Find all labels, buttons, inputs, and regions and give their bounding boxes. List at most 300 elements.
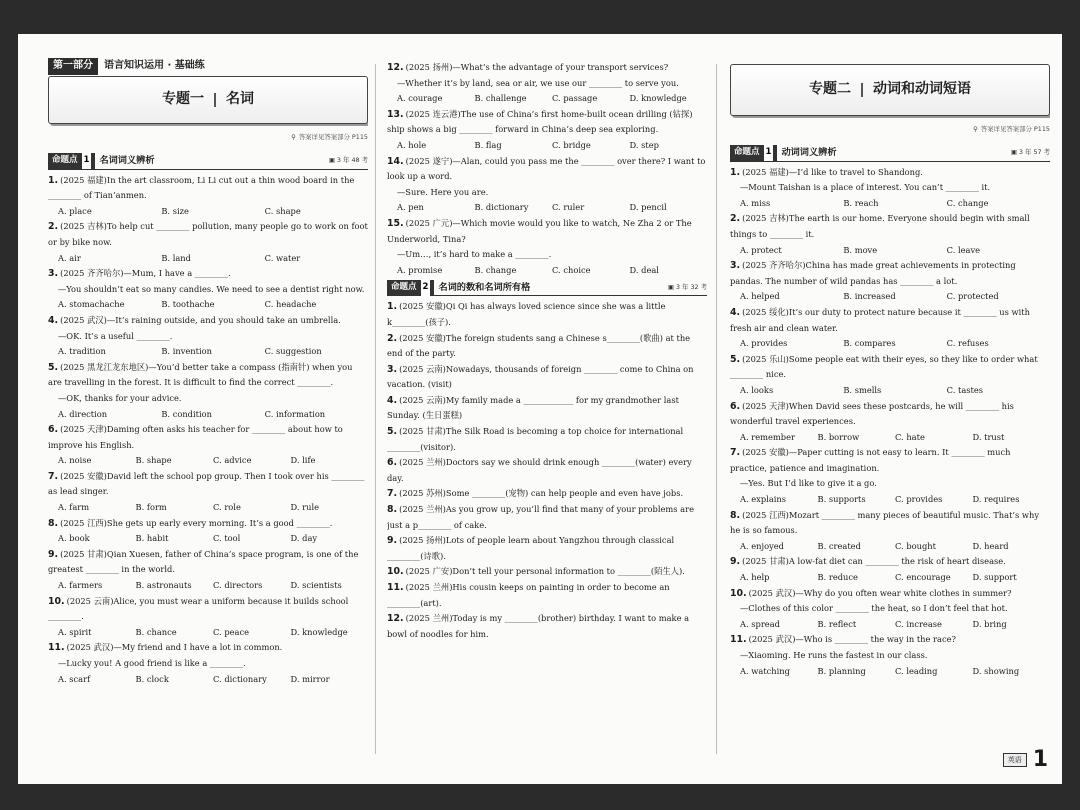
answer-option[interactable]: A. protect [740,244,782,255]
answer-option[interactable]: D. life [290,455,316,466]
middle-column [387,60,707,774]
answer-option[interactable]: B. condition [161,408,212,419]
question-item [730,399,1050,446]
option-row [730,336,1050,352]
question-item [387,60,707,107]
answer-option[interactable]: B. reach [843,197,879,208]
answer-option[interactable]: C. tool [213,533,241,544]
question-stem [730,554,1050,570]
answer-option[interactable]: D. rule [290,502,320,513]
topic-number: 专题二 [809,81,851,98]
question-number: 4. [387,394,398,406]
topic-banner [48,76,368,124]
answer-option[interactable]: C. choice [552,264,591,275]
dialogue-line: —Um…, it’s hard to make a ________. [397,249,552,260]
answer-option[interactable]: D. trust [972,431,1005,442]
question-stem [387,107,707,138]
section-tag [730,145,777,161]
question-number: 9. [48,548,59,560]
answer-option[interactable]: D. mirror [290,673,330,684]
option-row [730,196,1050,212]
answer-option[interactable]: D. requires [972,494,1020,505]
answer-option[interactable]: D. support [972,572,1017,583]
question-stem [387,393,707,424]
answer-option[interactable]: C. water [264,252,301,263]
answer-option[interactable]: A. looks [740,384,774,395]
answer-option[interactable]: C. bought [895,540,936,551]
answer-option[interactable]: D. deal [629,264,659,275]
question-stem [730,258,1050,289]
column-divider [716,64,717,754]
question-item [48,547,368,594]
question-number: 3. [48,268,59,280]
option-row [387,200,707,216]
question-stem [48,219,368,250]
answer-option[interactable]: D. day [290,533,318,544]
option-row [48,578,368,594]
question-item [387,502,707,533]
answer-option[interactable]: A. spirit [58,626,92,637]
question-text: (2025 天津)When David sees these postcards, he will ________ his wonderful travel experiences. [730,400,1014,427]
question-item [387,216,707,278]
option-row [48,251,368,267]
answer-note-text: 答案详见答案部分 P115 [298,133,368,141]
answer-option[interactable]: A. explains [740,494,787,505]
question-text: (2025 武汉)—My friend and I have a lot in common. [66,642,283,653]
option-row [48,344,368,360]
section-tag-text: 命题点 [52,155,78,166]
answer-option[interactable]: C. peace [213,626,250,637]
section-number: 2 [421,280,431,296]
question-text: (2025 天津)Daming often asks his teacher for ________ about how to improve his English. [48,424,343,450]
answer-option[interactable]: A. book [58,533,90,544]
answer-option[interactable]: D. pencil [629,202,667,213]
answer-note-text: 答案详见答案部分 P115 [980,125,1050,133]
question-item [387,611,707,642]
dialogue-line: —Mount Taishan is a place of interest. You can’t ________ it. [740,182,991,193]
question-number: 8. [387,504,398,516]
answer-option[interactable]: B. smells [843,384,882,395]
question-number: 12. [387,62,404,73]
answer-option[interactable]: B. planning [817,665,866,676]
question-stem [387,455,707,486]
answer-option[interactable]: C. encourage [895,572,951,583]
question-stem [48,266,368,282]
exam-count [668,280,707,296]
question-number: 9. [387,535,398,547]
answer-option[interactable]: A. help [740,572,770,583]
question-item [387,107,707,154]
answer-option[interactable]: C. leading [895,665,938,676]
question-item [730,632,1050,679]
answer-option[interactable]: C. dictionary [213,673,267,684]
right-column [730,62,1050,774]
question-item [730,554,1050,585]
question-text: (2025 扬州)—What’s the advantage of your transport services? [405,62,669,72]
answer-option[interactable]: B. habit [135,533,169,544]
answer-option[interactable]: B. clock [135,673,169,684]
question-list [387,299,707,642]
question-number: 8. [730,509,741,521]
option-row [730,289,1050,305]
question-item [387,299,707,330]
dialogue-line: —OK. It’s a useful ________. [58,330,173,341]
answer-option[interactable]: D. bring [972,618,1007,629]
answer-option[interactable]: B. increased [843,291,896,302]
exam-count-text: 3 年 48 考 [336,156,368,165]
answer-option[interactable]: C. hate [895,431,925,442]
answer-option[interactable]: B. created [817,540,861,551]
question-number: 5. [387,426,398,438]
option-row [387,138,707,154]
question-number: 2. [387,332,398,344]
banner-divider [214,93,216,107]
question-number: 3. [387,363,398,375]
question-list [48,173,368,688]
question-number: 12. [387,613,404,625]
topic-banner [730,64,1050,116]
question-number: 11. [48,642,65,654]
question-item [730,211,1050,258]
section-header [730,146,1050,162]
answer-option[interactable]: C. provides [895,494,943,505]
answer-option[interactable]: A. air [58,252,81,263]
question-stem [48,469,368,500]
question-text: (2025 广元)—Which movie would you like to watch, Ne Zha 2 or The Underworld, Tina? [387,217,692,244]
search-icon: ⚲ [973,125,978,133]
answer-option[interactable]: B. compares [843,338,896,349]
exam-count-text: 3 年 32 考 [675,283,707,292]
question-stem [730,445,1050,476]
option-row [387,263,707,279]
answer-option[interactable]: C. protected [946,291,999,302]
question-item [48,516,368,547]
question-stem [730,632,1050,648]
option-row [48,531,368,547]
answer-option[interactable]: A. hole [397,139,427,150]
question-stem [387,299,707,330]
page-footer [1003,747,1048,772]
question-stem [387,533,707,564]
question-stem [730,165,1050,181]
question-stem [48,173,368,204]
question-text: (2025 齐齐哈尔)—Mum, I have a ________. [60,268,231,279]
question-item [730,586,1050,633]
answer-option[interactable]: D. knowledge [290,626,348,637]
question-stem [387,362,707,393]
question-stem [48,516,368,532]
question-stem [387,424,707,455]
option-row [387,91,707,107]
question-stem [387,611,707,642]
option-row [48,407,368,423]
answer-option[interactable]: A. courage [397,93,443,104]
question-number: 6. [387,457,398,469]
option-row [730,492,1050,508]
option-row [48,672,368,688]
question-item [48,219,368,266]
question-number: 7. [730,447,741,459]
answer-option[interactable]: C. tastes [946,384,984,395]
answer-option[interactable]: C. bridge [552,139,591,150]
answer-option[interactable]: C. suggestion [264,346,322,357]
question-stem [48,547,368,578]
answer-option[interactable]: C. information [264,408,326,419]
question-text: (2025 吉林)The earth is our home. Everyone should begin with small things to ________ it. [730,213,1030,239]
section-tag-text: 命题点 [391,282,417,293]
answer-option[interactable]: B. form [135,502,167,513]
answer-option[interactable]: D. step [629,139,659,150]
question-stem [387,216,707,247]
question-text: (2025 兰州)As you grow up, you’ll find that many of your problems are just a p________ of cake. [387,504,694,530]
answer-option[interactable]: B. chance [135,626,177,637]
answer-option[interactable]: A. farmers [58,580,103,591]
answer-option[interactable]: A. scarf [58,673,91,684]
answer-option[interactable]: B. flag [474,139,502,150]
answer-option[interactable]: A. noise [58,455,92,466]
question-stem [48,640,368,656]
question-stem [387,564,707,580]
answer-option[interactable]: A. provides [740,338,788,349]
answer-option[interactable]: B. supports [817,494,866,505]
answer-option[interactable]: C. passage [552,93,598,104]
answer-option[interactable]: A. direction [58,408,108,419]
answer-option[interactable]: A. helped [740,291,780,302]
question-text: (2025 福建)—I’d like to travel to Shandong. [742,166,923,177]
answer-option[interactable]: C. directors [213,580,263,591]
option-row [730,383,1050,399]
answer-option[interactable]: A. place [58,205,92,216]
part-label: 第一部分 [48,58,98,75]
option-row [730,664,1050,680]
search-icon: ⚲ [291,133,296,141]
question-stem [387,486,707,502]
answer-option[interactable]: D. showing [972,665,1020,676]
question-item [48,422,368,469]
section-header [387,280,707,296]
question-text: (2025 福建)In the art classroom, Li Li cut out a thin wood board in the ________ of Tian’anmen. [48,174,355,201]
answer-option[interactable]: B. move [843,244,878,255]
question-stem [48,360,368,391]
question-number: 11. [730,634,747,646]
option-row [730,617,1050,633]
answer-option[interactable]: C. increase [895,618,942,629]
dialogue-line: —OK, thanks for your advice. [58,392,182,403]
question-text: (2025 安徽)The foreign students sang a Chinese s________(歌曲) at the end of the party. [387,332,691,359]
question-number: 11. [387,582,404,593]
answer-option[interactable]: B. land [161,252,191,263]
question-stem [387,331,707,362]
question-stem [48,594,368,625]
part-title: 语言知识运用 · 基础练 [104,60,205,72]
question-number: 8. [48,517,59,529]
question-text: (2025 齐齐哈尔)China has made great achievements in protecting pandas. The number of wild pandas has ________ a lot. [730,260,1016,286]
question-text: (2025 江西)She gets up early every morning. It’s a good ________. [60,517,333,528]
question-item [730,305,1050,352]
question-item [730,165,1050,212]
answer-option[interactable]: B. challenge [474,93,527,104]
answer-option[interactable]: C. role [213,502,241,513]
dialogue-line: —You shouldn’t eat so many candies. We need to see a dentist right now. [58,283,365,294]
dialogue-line: —Lucky you! A good friend is like a ________. [58,658,246,668]
question-text: (2025 兰州)Doctors say we should drink enough ________(water) every day. [387,457,692,483]
answer-note [48,130,368,146]
question-text: (2025 甘肃)Qian Xuesen, father of China’s space program, is one of the greatest ________ in the world. [48,548,359,575]
question-stem [730,352,1050,383]
answer-option[interactable]: A. spread [740,618,780,629]
question-number: 5. [48,361,59,373]
answer-option[interactable]: A. pen [397,202,424,213]
dialogue-line: —Clothes of this color ________ the heat, so I don’t feel that hot. [740,603,1008,614]
answer-option[interactable]: A. tradition [58,346,106,357]
question-stem [387,154,707,185]
question-item [730,445,1050,507]
question-list [387,60,707,278]
answer-option[interactable]: D. knowledge [629,93,687,104]
answer-option[interactable]: B. reflect [817,618,857,629]
question-text: (2025 武汉)—Who is ________ the way in the race? [748,634,956,645]
question-text: (2025 云南)Nowadays, thousands of foreign ________ come to China on vacation. (visit) [387,363,694,390]
section-tag [387,280,434,296]
part-header [48,58,368,74]
answer-option[interactable]: C. advice [213,455,252,466]
answer-option[interactable]: A. promise [397,264,443,275]
question-number: 6. [730,400,741,412]
question-text: (2025 绥化)It’s our duty to protect nature because it ________ us with fresh air and clean water. [730,306,1030,333]
answer-option[interactable]: B. toothache [161,299,215,310]
section-tag-text: 命题点 [734,147,760,158]
question-text: (2025 武汉)—It’s raining outside, and you should take an umbrella. [60,314,341,325]
section-number: 1 [82,153,92,169]
question-text: (2025 云南)My family made a ____________ for my grandmother last Sunday. (生日蛋糕) [387,394,679,421]
exam-count-text: 3 年 57 考 [1018,148,1050,157]
answer-option[interactable]: B. invention [161,346,212,357]
option-row [48,297,368,313]
question-stem [730,399,1050,430]
question-text: (2025 江西)Mozart ________ many pieces of beautiful music. That’s why he is so famous. [730,509,1040,536]
exam-count [1011,145,1050,161]
question-number: 6. [48,424,59,436]
question-item [387,455,707,486]
question-stem [48,422,368,453]
question-item [387,580,707,611]
question-text: (2025 吉林)To help cut ________ pollution, many people go to work on foot or by bike now. [48,221,368,247]
question-text: (2025 云南)Alice, you must wear a uniform because it builds school ________. [48,595,349,622]
option-row [730,539,1050,555]
answer-option[interactable]: B. size [161,205,189,216]
question-stem [387,502,707,533]
question-number: 13. [387,108,404,120]
answer-option[interactable]: C. refuses [946,338,989,349]
question-text: (2025 武汉)—Why do you often wear white clothes in summer? [748,587,1012,598]
question-number: 15. [387,217,404,229]
answer-option[interactable]: B. shape [135,455,172,466]
answer-option[interactable]: A. miss [740,197,771,208]
answer-option[interactable]: B. astronauts [135,580,192,591]
question-text: (2025 兰州)His cousin keeps on painting in order to become an ________(art). [387,582,670,608]
dialogue-line: —Xiaoming. He runs the fastest in our class. [740,650,928,660]
section-tag [48,153,95,169]
section-title: 名词词义辨析 [99,155,155,167]
question-number: 1. [48,174,59,186]
question-text: (2025 乐山)Some people eat with their eyes, so they like to order what ________ nice. [730,353,1038,380]
answer-option[interactable]: B. borrow [817,431,860,442]
dialogue-line: —Yes. But I’d like to give it a go. [740,478,877,489]
question-item [730,258,1050,305]
answer-option[interactable]: B. change [474,264,517,275]
answer-note [730,122,1050,138]
question-stem [730,586,1050,602]
answer-option[interactable]: A. watching [740,665,790,676]
question-text: (2025 苏州)Some ________(宠物) can help people and even have jobs. [399,488,684,499]
question-item [48,469,368,516]
question-text: (2025 连云港)The use of China’s first home-built ocean drilling (钻探) ship shows a big ________ forward in China’s deep sea exploring. [387,108,693,135]
question-text: (2025 安徽)Qi Qi has always loved science since she was a little k________(孩子). [387,301,666,327]
answer-option[interactable]: D. heard [972,540,1009,551]
question-number: 1. [387,301,398,313]
question-number: 3. [730,260,741,272]
question-text: (2025 扬州)Lots of people learn about Yangzhou through classical ________(诗歌). [387,535,675,561]
question-text: (2025 安徽)—Paper cutting is not easy to learn. It ________ much practice, patience and imagination. [730,447,1011,473]
section-header [48,154,368,170]
option-row [730,570,1050,586]
answer-option[interactable]: C. shape [264,205,301,216]
answer-option[interactable]: A. stomachache [58,299,125,310]
option-row [48,453,368,469]
question-number: 10. [48,595,65,607]
page-number: 1 [1032,747,1048,772]
question-list [730,165,1050,680]
dialogue-line: —Sure. Here you are. [397,186,489,197]
question-text: (2025 甘肃)The Silk Road is becoming a top choice for international ________(visitor). [387,426,684,452]
question-item [48,594,368,641]
question-text: (2025 遂宁)—Alan, could you pass me the ________ over there? I want to look up a word. [387,155,706,182]
answer-option[interactable]: B. reduce [817,572,858,583]
option-row [48,204,368,220]
question-stem [730,211,1050,242]
question-item [48,266,368,313]
workbook-page [18,34,1062,784]
question-item [48,640,368,687]
question-stem [730,508,1050,539]
question-item [387,331,707,362]
answer-option[interactable]: A. farm [58,502,90,513]
answer-option[interactable]: B. dictionary [474,202,529,213]
question-number: 10. [730,587,747,599]
question-text: (2025 兰州)Today is my ________(brother) birthday. I want to make a bowl of noodles for him. [387,613,690,639]
question-stem [48,313,368,329]
answer-option[interactable]: C. headache [264,299,317,310]
answer-option[interactable]: C. leave [946,244,981,255]
question-item [387,533,707,564]
answer-option[interactable]: C. ruler [552,202,585,213]
question-stem [387,60,707,76]
answer-option[interactable]: D. scientists [290,580,342,591]
option-row [730,243,1050,259]
question-item [387,154,707,216]
question-item [387,393,707,424]
dialogue-line: —Whether it’s by land, sea or air, we use our ________ to serve you. [397,77,679,88]
question-number: 2. [730,213,741,225]
option-row [48,625,368,641]
answer-option[interactable]: A. remember [740,431,795,442]
question-number: 7. [387,488,398,500]
answer-option[interactable]: C. change [946,197,989,208]
topic-name: 动词和动词短语 [873,81,971,98]
question-number: 4. [730,306,741,318]
calendar-icon: ▣ [328,156,337,165]
answer-option[interactable]: A. enjoyed [740,540,784,551]
